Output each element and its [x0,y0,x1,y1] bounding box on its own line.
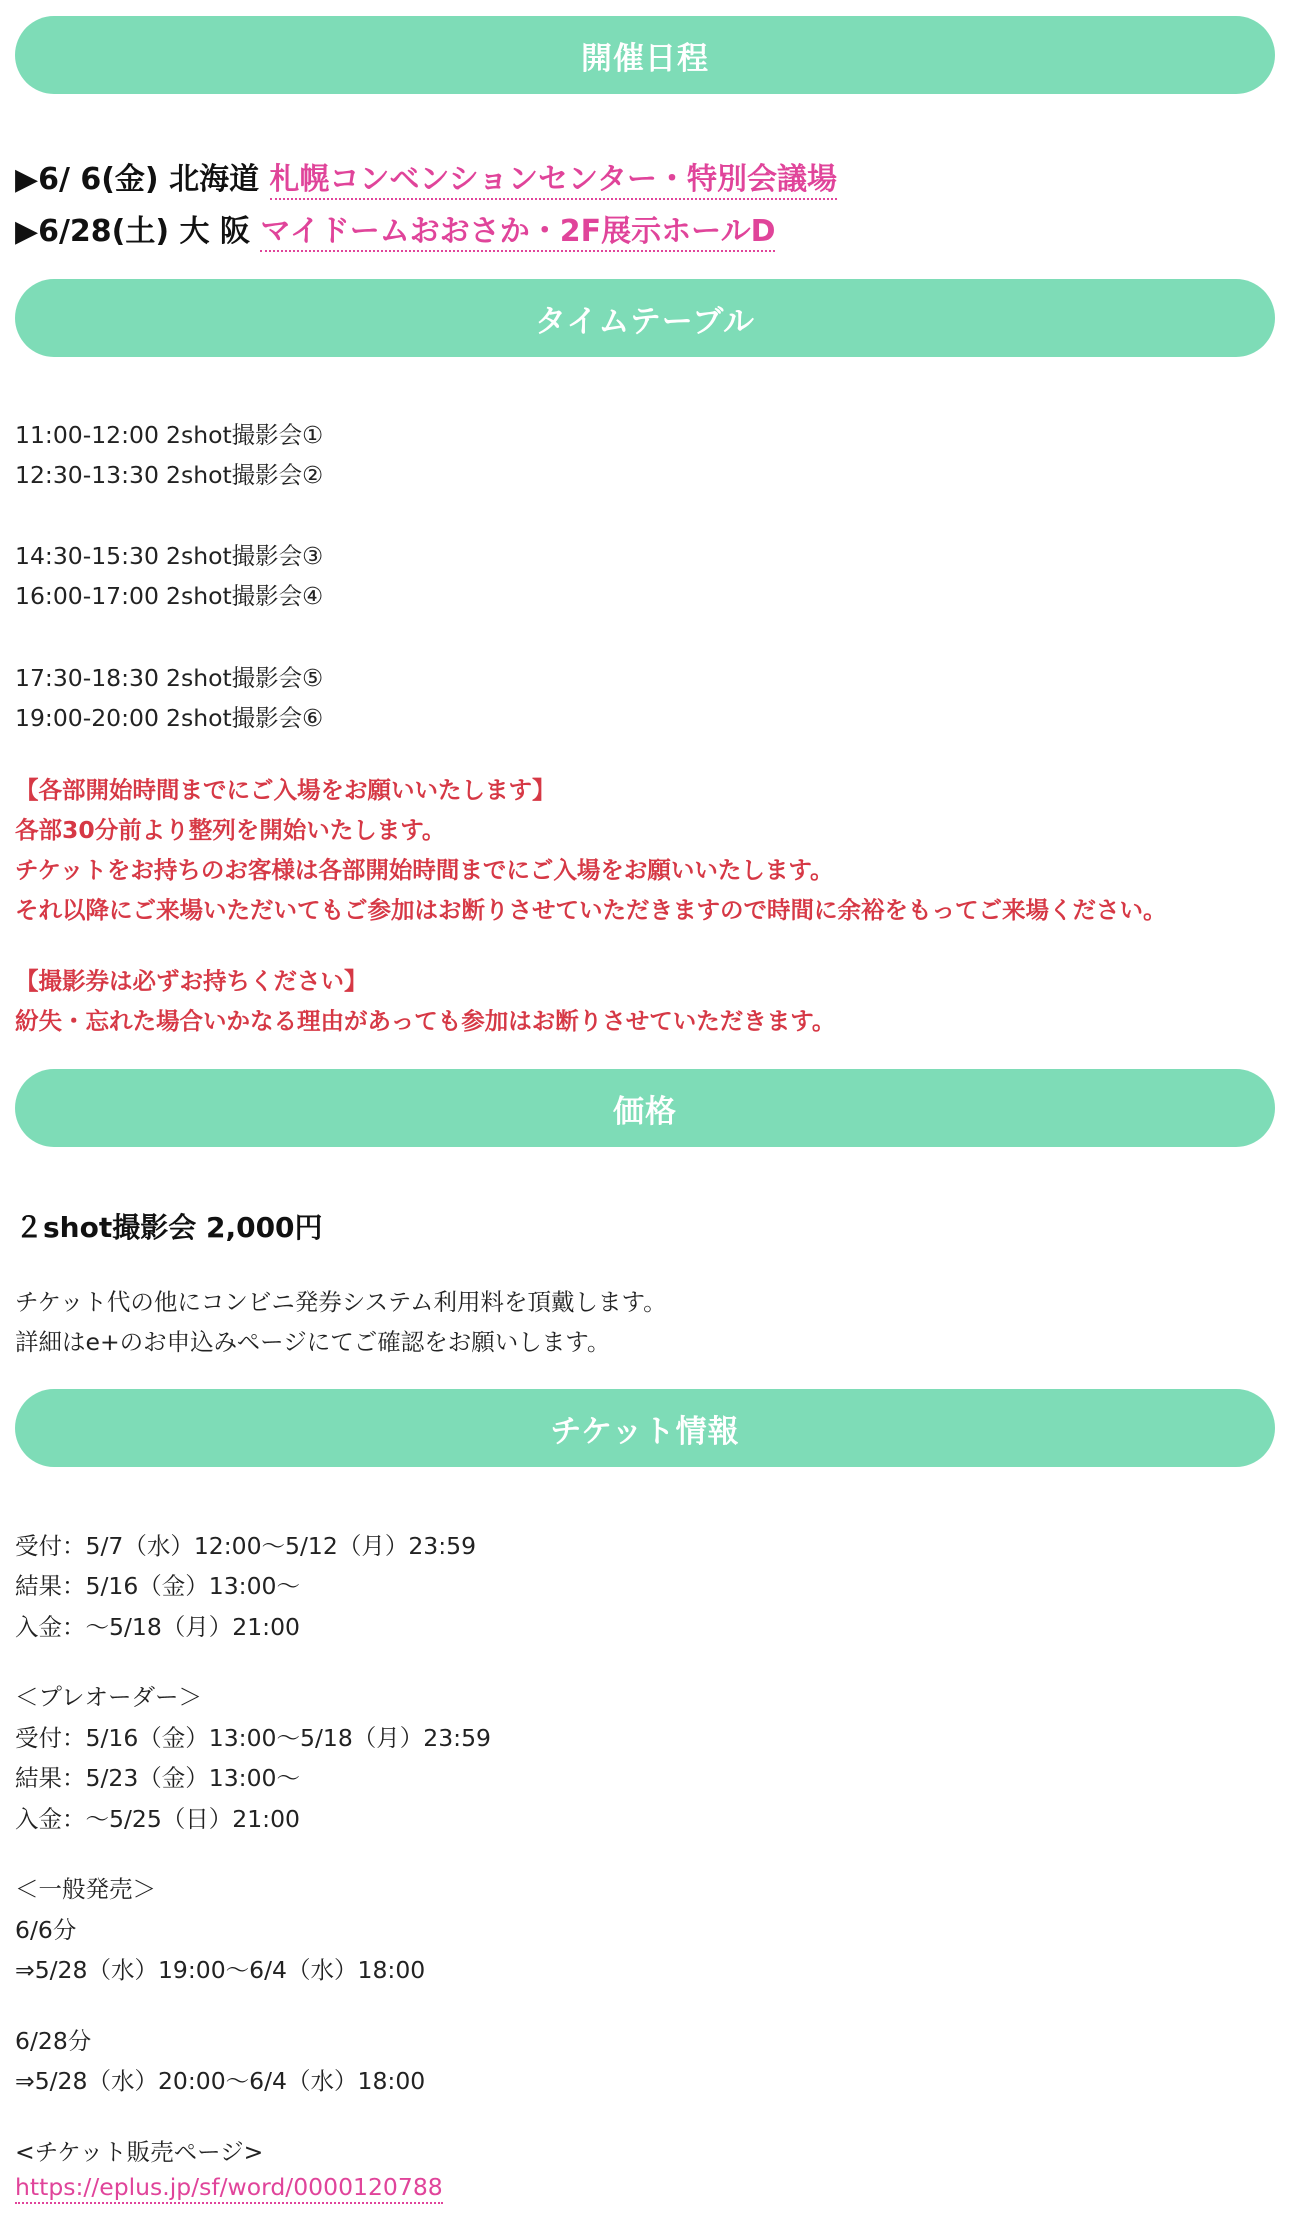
schedule-row-osaka [15,206,775,250]
timetable-event: 2shot撮影会② [166,461,324,489]
timetable-time: 17:30-18:30 [15,664,159,692]
entry-notice-text: それ以降にご来場いただいてもご参加はお断りさせていただきますので時間に余裕をもってご来場ください。 [15,896,1167,924]
timetable-time: 11:00-12:00 [15,421,159,449]
timetable-time: 12:30-13:30 [15,461,159,489]
lottery-reception: 受付：5/7（水）12:00〜5/12（月）23:59 [15,1532,477,1560]
schedule-date: ▶6/ 6(金) 北海道 [15,162,270,197]
sales-page-link-row [15,2173,443,2201]
price-main: ２shot撮影会 2,000円 [15,1211,323,1244]
ticket-section-header: チケット情報 [15,1389,1275,1467]
entry-notice-heading: 【各部開始時間までにご入場をお願いいたします】 [15,776,556,804]
price-section-header: 価格 [15,1069,1275,1147]
general-sale-period: ⇒5/28（水）20:00〜6/4（水）18:00 [15,2067,426,2095]
ticket-notice-heading: 【撮影券は必ずお持ちください】 [15,967,368,995]
schedule-date: ▶6/28(土) 大 阪 [15,214,261,249]
timetable-event: 2shot撮影会⑤ [166,664,324,692]
sales-page-heading: <チケット販売ページ> [15,2138,264,2166]
timetable-row [15,456,323,490]
timetable-row [15,659,323,693]
timetable-time: 16:00-17:00 [15,582,159,610]
price-note: チケット代の他にコンビニ発券システム利用料を頂戴します。 [15,1288,667,1316]
preorder-reception: 受付：5/16（金）13:00〜5/18（月）23:59 [15,1724,491,1752]
timetable-event: 2shot撮影会① [166,421,324,449]
timetable-row [15,416,323,450]
sales-page-link[interactable]: https://eplus.jp/sf/word/0000120788 [15,2173,443,2204]
preorder-heading: ＜プレオーダー＞ [15,1683,203,1711]
lottery-result: 結果：5/16（金）13:00〜 [15,1572,300,1600]
entry-notice-text: チケットをお持ちのお客様は各部開始時間までにご入場をお願いいたします。 [15,856,834,884]
preorder-payment: 入金：〜5/25（日）21:00 [15,1805,300,1833]
lottery-payment: 入金：〜5/18（月）21:00 [15,1613,300,1641]
entry-notice-text: 各部30分前より整列を開始いたします。 [15,816,446,844]
timetable-event: 2shot撮影会⑥ [166,704,324,732]
timetable-time: 14:30-15:30 [15,542,159,570]
general-sale-label: 6/28分 [15,2027,92,2055]
preorder-result: 結果：5/23（金）13:00〜 [15,1764,300,1792]
timetable-event: 2shot撮影会④ [166,582,324,610]
general-sale-label: 6/6分 [15,1916,77,1944]
venue-link-sapporo[interactable]: 札幌コンベンションセンター・特別会議場 [270,162,837,200]
general-sale-period: ⇒5/28（水）19:00〜6/4（水）18:00 [15,1956,426,1984]
timetable-section-header: タイムテーブル [15,279,1275,357]
venue-link-osaka[interactable]: マイドームおおさか・2F展示ホールD [260,214,775,252]
timetable-row [15,699,323,733]
price-note: 詳細はe+のお申込みページにてご確認をお願いします。 [15,1328,611,1356]
timetable-event: 2shot撮影会③ [166,542,324,570]
timetable-row [15,577,323,611]
timetable-time: 19:00-20:00 [15,704,159,732]
general-sale-heading: ＜一般発売＞ [15,1875,156,1903]
timetable-row [15,537,323,571]
schedule-row-sapporo [15,154,837,198]
schedule-section-header: 開催日程 [15,16,1275,94]
ticket-notice-text: 紛失・忘れた場合いかなる理由があっても参加はお断りさせていただきます。 [15,1007,836,1035]
